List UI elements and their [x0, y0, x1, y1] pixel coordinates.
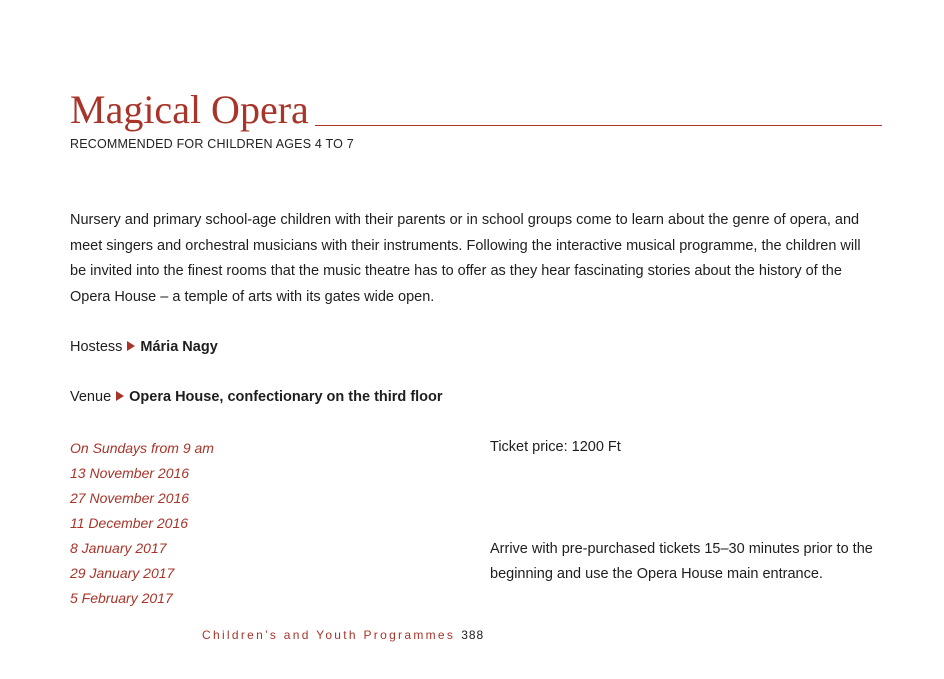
page-footer	[202, 628, 484, 642]
schedule-heading: On Sundays from 9 am	[70, 440, 214, 456]
triangle-right-icon	[127, 341, 135, 351]
venue-line	[70, 386, 443, 408]
venue-name: Opera House, confectionary on the third floor	[129, 389, 443, 405]
hostess-label: Hostess	[70, 339, 123, 355]
page-title: Magical Opera	[70, 87, 309, 132]
schedule-date: 27 November 2016	[70, 490, 190, 506]
page-number: 388	[461, 628, 485, 642]
hostess-line	[70, 336, 218, 358]
title-divider	[315, 125, 882, 126]
hostess-name: Mária Nagy	[140, 339, 218, 355]
arrival-note: Arrive with pre-purchased tickets 15–30 minutes prior to the beginning and use the Opera House main entrance.	[490, 541, 873, 582]
venue-label: Venue	[70, 389, 112, 405]
schedule-date: 29 January 2017	[70, 565, 175, 581]
schedule-date: 11 December 2016	[70, 515, 189, 531]
programme-description: Nursery and primary school-age children with their parents or in school groups come to learn about the genre of opera, and meet singers and orchestral musicians with their instruments. Following the interactive musical programme, the children will be invited into the finest rooms that the music theatre has to offer as they hear fascinating stories about the history of the Opera House – a temple of arts with its gates wide open.	[70, 212, 861, 305]
triangle-right-icon	[116, 391, 124, 401]
age-recommendation: RECOMMENDED FOR CHILDREN AGES 4 TO 7	[70, 137, 354, 151]
footer-section-title: Children’s and Youth Programmes	[202, 628, 456, 642]
title-row	[70, 88, 882, 132]
schedule-list	[70, 436, 214, 611]
schedule-date: 13 November 2016	[70, 465, 190, 481]
schedule-date: 5 February 2017	[70, 590, 173, 606]
ticket-price: Ticket price: 1200 Ft	[490, 439, 621, 455]
schedule-date: 8 January 2017	[70, 540, 167, 556]
